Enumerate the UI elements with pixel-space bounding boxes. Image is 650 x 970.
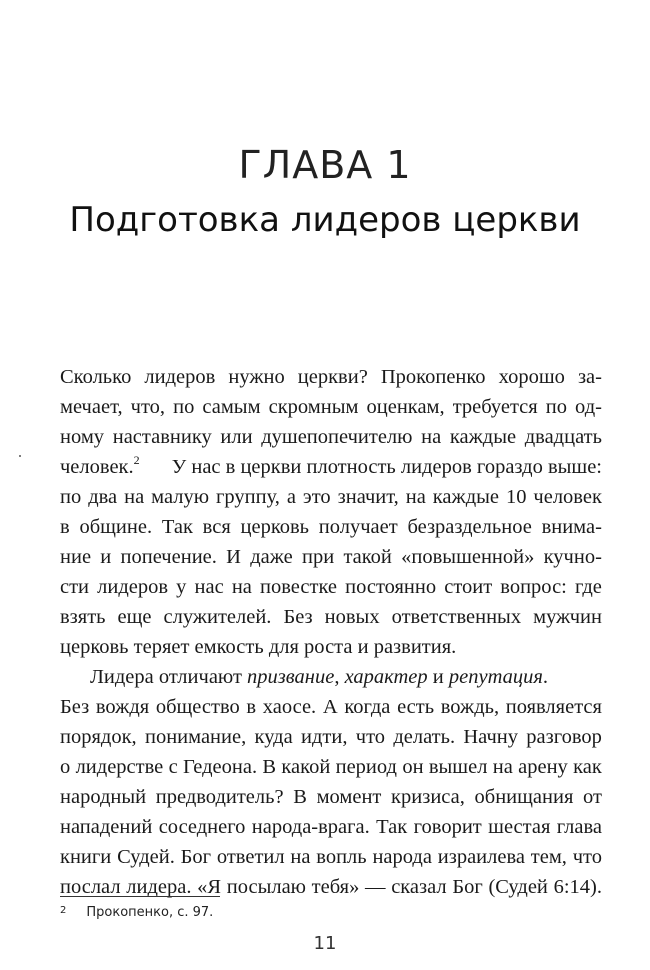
line-start: человек. xyxy=(60,456,134,478)
footnote-reference[interactable]: 2 xyxy=(133,453,140,467)
emphasis-reputation: репутация xyxy=(448,666,543,688)
text-run: , xyxy=(334,666,345,688)
emphasis-calling: призвание xyxy=(247,666,335,688)
footnote xyxy=(60,905,213,920)
text-run: и xyxy=(427,666,449,688)
paragraph-line: по два на малую группу, а это значит, на каждые 10 человек xyxy=(60,486,602,508)
paragraph-line: ному наставнику или душепопечителю на каждые двадцать xyxy=(60,426,602,448)
paragraph-line: мечает, что, по самым скромным оценкам, требуется по од- xyxy=(60,396,602,418)
paragraph-line: в общине. Так вся церковь получает безраздельное внима- xyxy=(60,516,602,538)
paragraph-line: послал лидера. «Я посылаю тебя» — сказал Бог (Судей 6:14). xyxy=(60,876,602,898)
paragraph-line: Без вождя общество в хаосе. А когда есть вождь, появляется xyxy=(60,696,602,718)
paragraph-line: сти лидеров у нас на повестке постоянно стоит вопрос: где xyxy=(60,576,602,598)
page-number: 11 xyxy=(313,933,337,954)
paragraph-line: народный предводитель? В момент кризиса, обнищания от xyxy=(60,786,602,808)
paragraph-line: нападений соседнего народа-врага. Так говорит шестая глава xyxy=(60,816,602,838)
chapter-label: ГЛАВА 1 xyxy=(238,143,412,187)
paragraph-first-line xyxy=(60,662,602,692)
paragraph-line: ние и попечение. И даже при такой «повышенной» кучно- xyxy=(60,546,602,568)
paragraph-line: книги Судей. Бог ответил на вопль народа израилева тем, что xyxy=(60,846,602,868)
paragraph-line-with-footnote xyxy=(60,452,602,482)
paragraph-line: взять еще служителей. Без новых ответственных мужчин xyxy=(60,606,602,628)
line-end: У нас в церкви плотность лидеров гораздо выше: xyxy=(171,456,602,478)
footnote-text: Прокопенко, с. 97. xyxy=(86,905,214,920)
body-text xyxy=(60,362,602,902)
footnote-number: 2 xyxy=(60,905,67,916)
scan-speck xyxy=(19,455,21,457)
text-run: Лидера отличают xyxy=(90,666,248,688)
paragraph-line: порядок, понимание, куда идти, что делать. Начну разговор xyxy=(60,726,602,748)
footnote-divider xyxy=(60,896,220,897)
paragraph-line: церковь теряет емкость для роста и развития. xyxy=(60,636,457,658)
paragraph-line: о лидерстве с Гедеона. В какой период он вышел на арену как xyxy=(60,756,602,778)
chapter-title: Подготовка лидеров церкви xyxy=(69,200,581,240)
paragraph-line: Сколько лидеров нужно церкви? Прокопенко хорошо за- xyxy=(60,366,602,388)
emphasis-character: характер xyxy=(344,666,428,688)
text-run: . xyxy=(542,666,549,688)
